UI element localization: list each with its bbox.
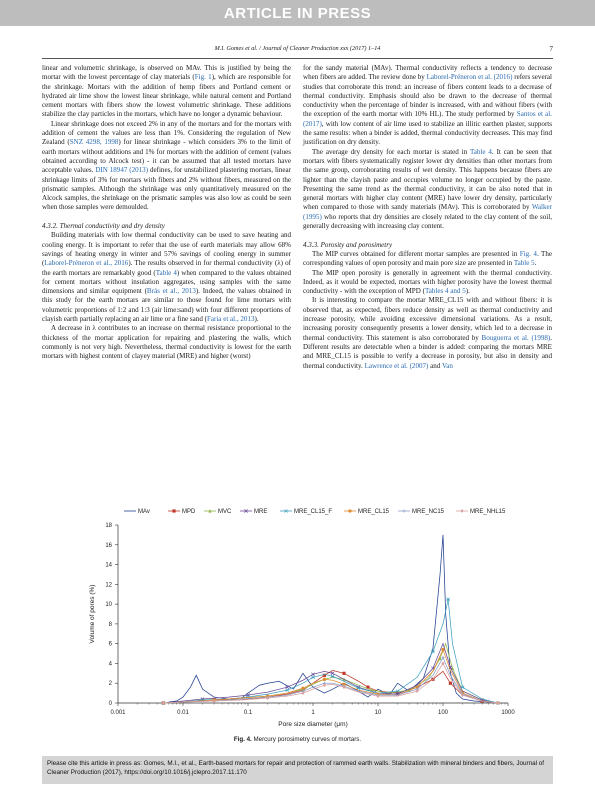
data-point bbox=[441, 648, 444, 651]
y-tick-label: 10 bbox=[105, 602, 112, 609]
paragraph bbox=[42, 120, 291, 213]
y-tick-label: 6 bbox=[108, 641, 112, 648]
text-run: . bbox=[534, 259, 537, 268]
reference-link[interactable]: Van bbox=[441, 361, 453, 370]
citation-box bbox=[42, 756, 553, 784]
legend-marker bbox=[172, 509, 175, 512]
x-tick-label: 1000 bbox=[501, 710, 515, 716]
text-run: Linear shrinkage does not exceed 2% in any of the mortars and for the mortars with addition of cement the values are less than 1%. Considering the regulation of New Zealand ( bbox=[42, 119, 291, 147]
paragraph bbox=[303, 269, 552, 297]
reference-link[interactable]: Faria et al., 2013 bbox=[206, 315, 255, 324]
spacer bbox=[303, 231, 552, 240]
figure-caption bbox=[42, 736, 553, 743]
page-number: 7 bbox=[549, 45, 553, 53]
legend-marker bbox=[284, 509, 287, 512]
text-run: . Different results are detectable when a binder is added: comparing the mortars MRE and MRE_CL15 is possible to verify a decrease in porosity, but also in density and thermal conductivity. bbox=[303, 333, 552, 370]
text-run: for the sandy material (MAv). Thermal conductivity reflects a tendency to decrease when fibers are added. The review done by bbox=[303, 64, 552, 82]
reference-link[interactable]: SNZ 4298, 1998 bbox=[69, 138, 119, 147]
text-run: The MIP curves obtained for different mortar samples are presented in bbox=[312, 249, 520, 258]
text-run: who reports that dry densities are closely related to the clay content of the soil, generally decreasing with increasing clay content. bbox=[303, 212, 552, 231]
legend-label: MRE bbox=[254, 509, 268, 516]
legend-label: MPD bbox=[182, 509, 196, 516]
x-tick-label: 0.01 bbox=[177, 710, 189, 716]
y-tick-label: 0 bbox=[108, 701, 112, 707]
data-point bbox=[449, 682, 452, 685]
text-run: and bbox=[428, 361, 442, 370]
section-heading: 4.3.2. Thermal conductivity and dry density bbox=[42, 222, 165, 231]
citation-text: Please cite this article in press as: Gomes, M.I., et al., Earth-based mortars for repair and protection of rammed earth walls. Stabilization with mineral binders and fibers, Journal of Cleaner Production (2017), https://doi.org/10.1016/j.jclepro.2017.11.170 bbox=[47, 760, 544, 776]
running-head bbox=[42, 45, 553, 57]
reference-link[interactable]: Table 4 bbox=[469, 147, 492, 156]
article-in-press-banner bbox=[0, 0, 595, 26]
text-run: ). bbox=[465, 287, 470, 296]
data-point bbox=[323, 678, 326, 681]
spacer bbox=[42, 213, 291, 222]
section-heading: 4.3.3. Porosity and porosimetry bbox=[303, 240, 393, 249]
paragraph bbox=[303, 296, 552, 370]
header-rule bbox=[42, 58, 553, 59]
reference-link[interactable]: Table 4 bbox=[155, 268, 177, 277]
figure-caption-text: Mercury porosimetry curves of mortars. bbox=[253, 736, 362, 743]
text-run: ), which are responsible for the shrinkage. Mortars with the addition of hemp fibers and Portland cement or hydrated air lime show the lowest linear shrinkage, while natural cement and Portland cement mortars with fibers show the lowest volumetric shrinkage. These additions stabilize the clay particles in the mortars, which have no longer a dynamic behaviour. bbox=[42, 73, 291, 119]
text-run: The average dry density for each mortar is stated in bbox=[312, 147, 470, 156]
data-point bbox=[441, 656, 444, 659]
reference-link[interactable]: Fig. 1 bbox=[194, 73, 212, 82]
text-run: linear and volumetric shrinkage, is observed on MAv. This is justified by being the mortar with the lowest percentage of clay materials ( bbox=[42, 64, 291, 82]
reference-link[interactable]: Laborel-Préneron et al. (2016) bbox=[426, 73, 513, 82]
paragraph bbox=[42, 231, 291, 324]
reference-link[interactable]: Bouguerra et al. (1998) bbox=[481, 333, 551, 342]
paragraph bbox=[303, 148, 552, 232]
reference-link[interactable]: Laborel-Préneron et al., 2016 bbox=[44, 259, 129, 268]
paragraph bbox=[42, 64, 291, 120]
text-run: The MIP open porosity is generally in agreement with the thermal conductivity. Indeed, as it would be expected, mortars with higher porosity have the lowest thermal conductivity - with the exception of MPD ( bbox=[303, 268, 552, 296]
legend-label: MVC bbox=[218, 509, 232, 516]
paragraph bbox=[303, 250, 552, 269]
y-tick-label: 14 bbox=[105, 562, 112, 569]
reference-link[interactable]: Table 5 bbox=[513, 259, 535, 268]
text-run: ). Indeed, the values obtained in this study for the earth mortars are similar to those found for lime mortars with volumetric proportions of 1:2 and 1:3 (air lime:sand) with four different proportions of clayish earth partially replacing an air lime or a fine sand ( bbox=[42, 287, 291, 324]
text-run: defines, for unstabilized plastering mortars, linear shrinkage limits of 3% for mortars with fibers and 2% without fibers, measured on the prismatic samples. Although the shrinkage was only quantitatively measured on the Alcock samples, the shrinkage on the prismatic samples was also low as could be seen when those samples were demoulded. bbox=[42, 166, 291, 212]
legend-marker bbox=[402, 509, 405, 512]
y-tick-label: 4 bbox=[108, 661, 112, 668]
reference-link[interactable]: Santos et al. (2017) bbox=[303, 110, 552, 128]
running-head-title: M.I. Gomes et al. / Journal of Cleaner Production xxx (2017) 1–14 bbox=[214, 45, 381, 52]
reference-link[interactable]: DIN 18947 (2013) bbox=[95, 166, 149, 175]
x-tick-label: 1 bbox=[311, 710, 315, 716]
x-tick-label: 0.1 bbox=[243, 710, 253, 716]
y-tick-label: 18 bbox=[105, 523, 112, 529]
text-run: ) when compared to the values obtained for cement mortars without insulation aggregates, using samples with the same dimensions and similar equipment ( bbox=[42, 268, 291, 296]
text-run: ). The results observed in for thermal conductivity (λ) of the earth mortars are remarkably good ( bbox=[42, 259, 291, 277]
reference-link[interactable]: Lawrence et al. (2007) bbox=[364, 361, 429, 370]
data-point bbox=[301, 687, 304, 690]
figure-caption-label: Fig. 4. bbox=[233, 736, 252, 743]
reference-link[interactable]: Walker (1995) bbox=[303, 203, 552, 221]
legend-marker bbox=[460, 509, 463, 513]
text-run: , with low content of air lime used to stabilize an illitic earthen plaster, supports the same results: when a binder is added, thermal conductivity decreases. This may find justification on dry density. bbox=[303, 119, 552, 147]
data-point bbox=[286, 689, 289, 692]
y-tick-label: 16 bbox=[105, 542, 112, 549]
text-run: It is interesting to compare the mortar MRE_CL15 with and without fibers: it is observed that, as expected, fibers reduce density as well as thermal conductivity and increase porosity, while avoiding excessive dimensional variations. As a result, increasing porosity consequently presents a lower density, which led to a decrease in thermal conductivity. This statement is also corroborated by bbox=[303, 296, 552, 342]
text-run: A decrease in λ contributes to an increase on thermal resistance proportional to the thickness of the mortar application for repairing and plastering the walls, which commonly is not very high. Nevertheless, thermal conductivity is lowest for the earth mortars with highest content of clayey material (MRE) and higher (worst) bbox=[42, 324, 291, 361]
legend-label: MRE_CL15_F bbox=[294, 509, 333, 516]
legend-label: MRE_NHL15 bbox=[470, 509, 506, 516]
x-tick-label: 0.001 bbox=[110, 710, 126, 716]
series-line-mre_cl15 bbox=[163, 650, 498, 703]
y-axis-label: Volume of pores (%) bbox=[89, 584, 96, 644]
reference-link[interactable]: Brás et al., 2013 bbox=[146, 287, 196, 296]
figure-4 bbox=[68, 503, 538, 735]
text-run: refers several studies that corroborate this trend: an increase of fibers content leads to a decrease of thermal conductivity. Emphasis should also be drawn to the decrease of thermal conductivity when the percentage of binder is increased, with and without fibers (with the exception of the earth mortar with 10% HL). The study performed by bbox=[303, 73, 553, 119]
text-run: . The corresponding values of open porosity and main pore size are presented in bbox=[303, 249, 552, 268]
x-tick-label: 10 bbox=[374, 710, 382, 716]
y-tick-label: 12 bbox=[105, 582, 112, 589]
x-axis-label: Pore size diameter (μm) bbox=[278, 721, 348, 728]
y-tick-label: 8 bbox=[108, 621, 112, 628]
paragraph bbox=[42, 324, 291, 361]
legend-label: MAv bbox=[138, 509, 150, 516]
text-run: ) for linear shrinkage - which considers 3% to the limit of earth mortars without additions and 1% for mortars with the addition of cement (values obtained according to Alcock test) - it can be assumed that all tested mortars have acceptable values. bbox=[42, 138, 291, 175]
legend-label: MRE_NC15 bbox=[412, 509, 445, 516]
legend-label: MRE_CL15 bbox=[358, 509, 390, 516]
left-text-column bbox=[42, 64, 291, 362]
data-point bbox=[311, 676, 314, 679]
reference-link[interactable]: Fig. 4 bbox=[519, 249, 537, 258]
right-text-column bbox=[303, 64, 552, 371]
data-point bbox=[431, 650, 434, 653]
porosimetry-chart bbox=[68, 503, 538, 735]
reference-link[interactable]: Tables 4 and 5 bbox=[424, 287, 466, 296]
paragraph bbox=[303, 64, 552, 148]
x-tick-label: 100 bbox=[437, 710, 449, 716]
text-run: ). bbox=[254, 315, 259, 324]
banner-text: ARTICLE IN PRESS bbox=[223, 5, 372, 22]
legend-marker bbox=[348, 509, 351, 512]
data-point bbox=[342, 672, 345, 675]
text-run: . It can be seen that mortars with fibers systematically register lower dry densities than other mortars from the same group, corroborating results of wet density. This happens because fibers are lighter than the clayish paste and occupies volume no longer occupied by the paste. Presenting the same trend as the thermal conductivity, it can be also noted that in general mortars with higher clay content (MRE) have lower dry density, particularly when compared to those with sandy materials (MAv). This is corroborated by bbox=[303, 147, 552, 212]
text-run: Building materials with low thermal conductivity can be used to save heating and cooling energy. It is important to refer that the use of earth materials may allow 68% savings of heating energy in winter and 57% savings of cooling energy in summer ( bbox=[42, 231, 291, 268]
y-tick-label: 2 bbox=[108, 681, 112, 688]
